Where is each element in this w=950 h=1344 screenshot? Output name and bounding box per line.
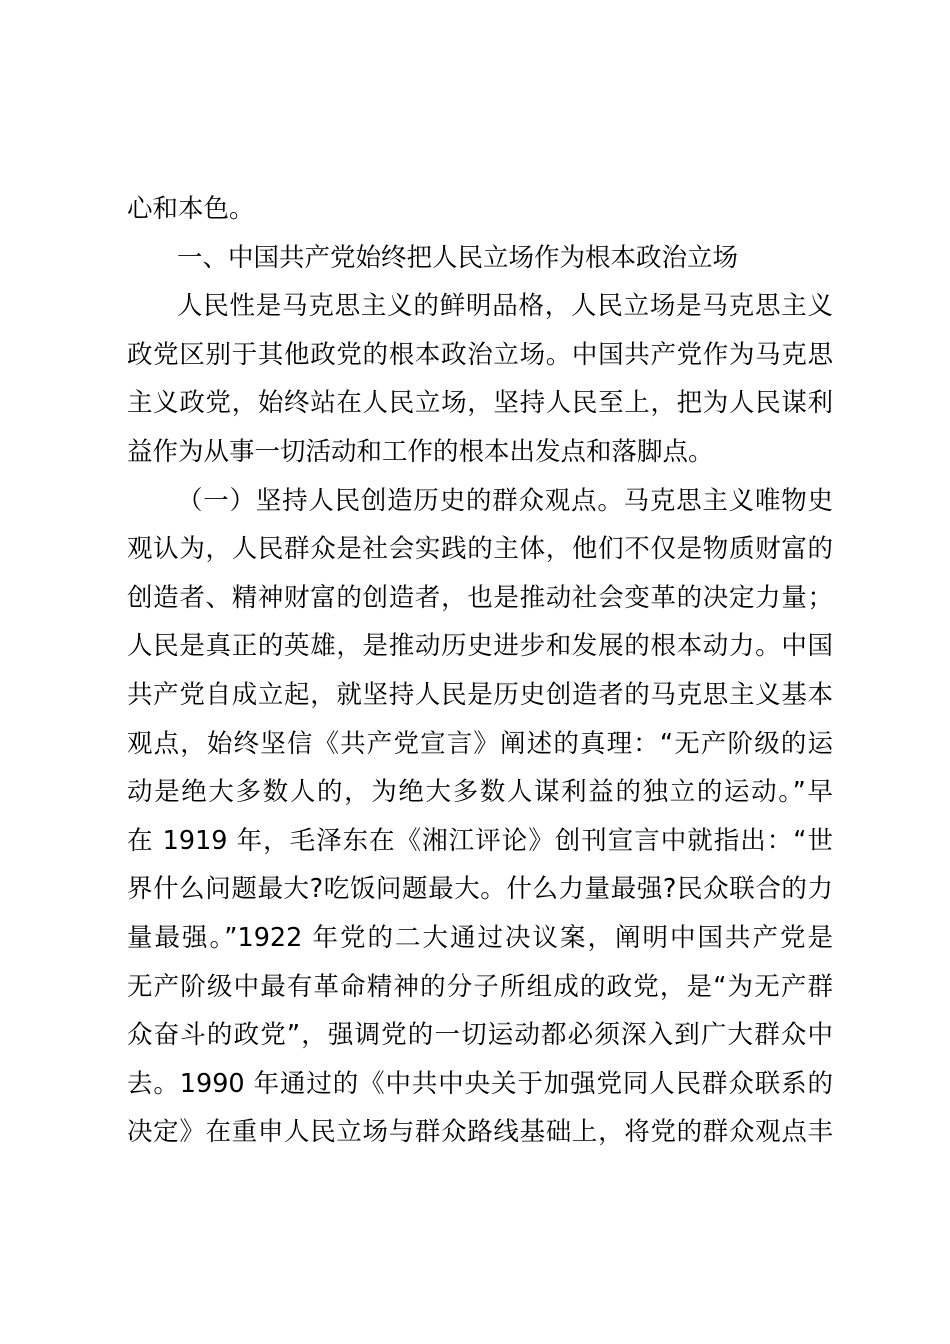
text-line: 量最强。”1922 年党的二大通过决议案，阐明中国共产党是 (127, 922, 833, 953)
text-line: 益作为从事一切活动和工作的根本出发点和落脚点。 (127, 436, 714, 467)
text-line: 动是绝大多数人的，为绝大多数人谋利益的独立的运动。”早 (127, 777, 833, 808)
text-line: 人民是真正的英雄，是推动历史进步和发展的根本动力。中国 (127, 631, 833, 662)
document-page (127, 185, 833, 1157)
text-line: 界什么问题最大?吃饭问题最大。什么力量最强?民众联合的力 (127, 874, 833, 905)
section-heading: 一、中国共产党始终把人民立场作为根本政治立场 (177, 242, 739, 273)
text-line: 众奋斗的政党”，强调党的一切运动都必须深入到广大群众中 (127, 1020, 833, 1051)
text-line: 心和本色。 (127, 194, 255, 224)
text-line: 创造者、精神财富的创造者，也是推动社会变革的决定力量； (127, 582, 833, 613)
text-line: 主义政党，始终站在人民立场，坚持人民至上，把为人民谋利 (127, 388, 833, 419)
text-line: 去。1990 年通过的《中共中央关于加强党同人民群众联系的 (127, 1068, 833, 1099)
text-line: 人民性是马克思主义的鲜明品格，人民立场是马克思主义 (177, 291, 833, 322)
text-line: 政党区别于其他政党的根本政治立场。中国共产党作为马克思 (127, 339, 833, 370)
text-line: 在 1919 年，毛泽东在《湘江评论》创刊宣言中就指出：“世 (127, 825, 833, 856)
text-line: 共产党自成立起，就坚持人民是历史创造者的马克思主义基本 (127, 679, 833, 710)
text-line: 决定》在重申人民立场与群众路线基础上，将党的群众观点丰 (127, 1117, 833, 1148)
subsection-line: （一）坚持人民创造历史的群众观点。马克思主义唯物史 (177, 485, 833, 516)
text-line: 观认为，人民群众是社会实践的主体，他们不仅是物质财富的 (127, 534, 833, 565)
text-line: 观点，始终坚信《共产党宣言》阐述的真理：“无产阶级的运 (127, 728, 833, 759)
text-line: 无产阶级中最有革命精神的分子所组成的政党，是“为无产群 (127, 971, 833, 1002)
